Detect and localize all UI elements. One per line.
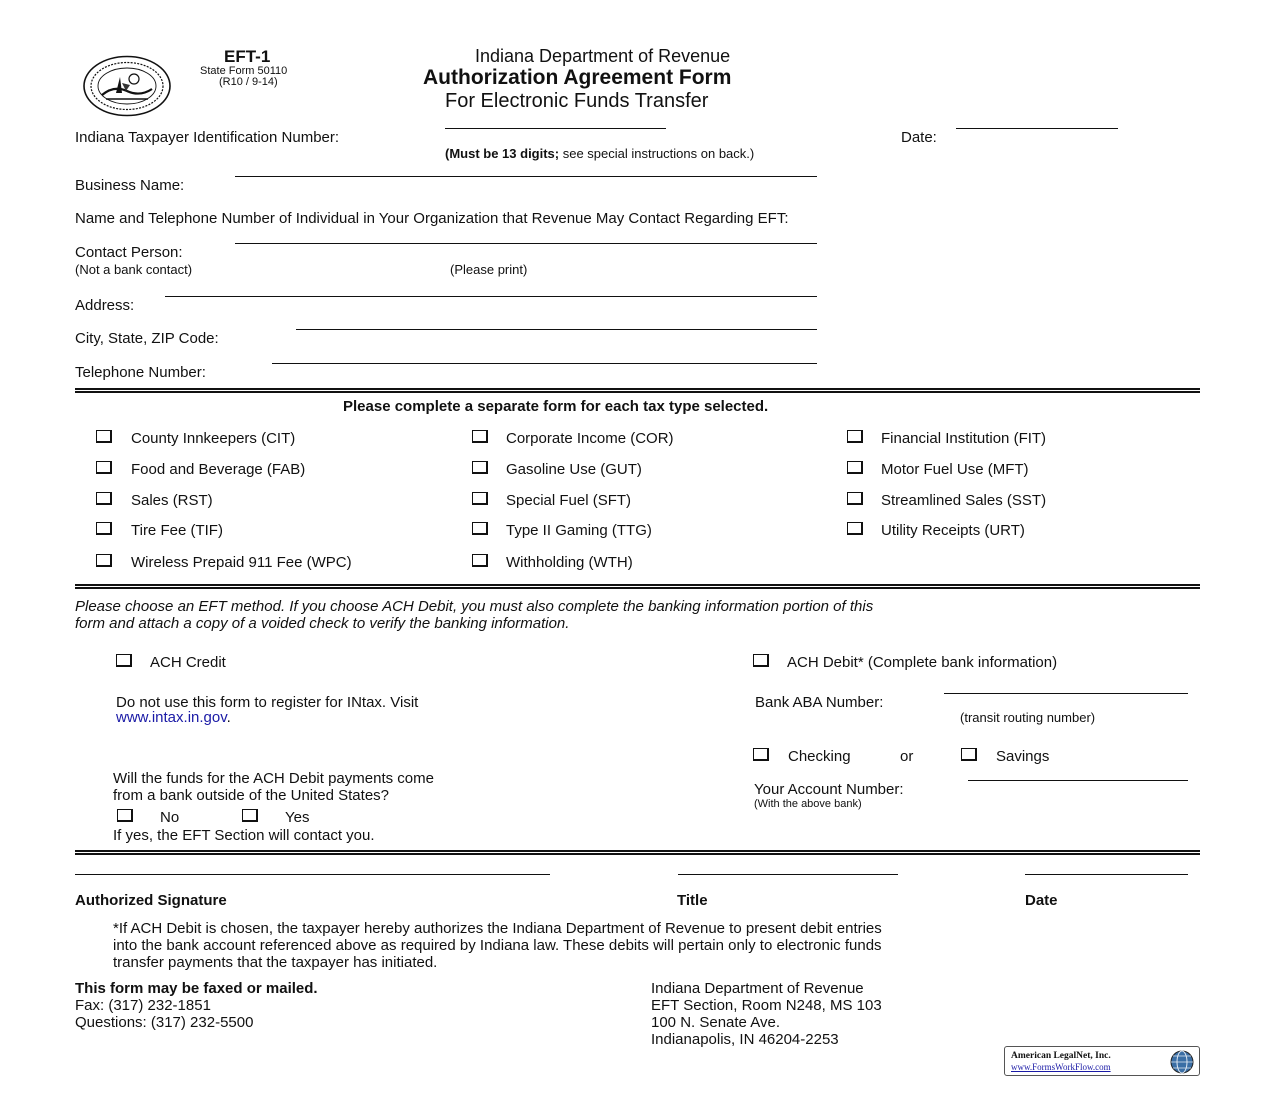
logo-company-name: American LegalNet, Inc. bbox=[1011, 1051, 1111, 1061]
foreign-bank-question: from a bank outside of the United States? bbox=[113, 787, 389, 804]
checkbox-food-and-beverage[interactable] bbox=[96, 461, 112, 474]
checkbox-utility-receipts[interactable] bbox=[847, 522, 863, 535]
fax-number: Fax: (317) 232-1851 bbox=[75, 997, 211, 1014]
title-label: Title bbox=[677, 892, 708, 909]
fax-or-mail-note: This form may be faxed or mailed. bbox=[75, 980, 318, 997]
date-label: Date: bbox=[901, 129, 937, 146]
no-label: No bbox=[160, 809, 180, 826]
checkbox-foreign-yes[interactable] bbox=[242, 809, 258, 822]
tax-type-label: Tire Fee (TIF) bbox=[131, 522, 223, 539]
or-label: or bbox=[900, 748, 914, 765]
checkbox-type-ii-gaming[interactable] bbox=[472, 522, 488, 535]
aba-number-label: Bank ABA Number: bbox=[755, 694, 884, 711]
checkbox-savings[interactable] bbox=[961, 748, 977, 761]
date-field[interactable] bbox=[956, 128, 1118, 129]
foreign-bank-followup: If yes, the EFT Section will contact you. bbox=[113, 827, 375, 844]
tax-type-label: County Innkeepers (CIT) bbox=[131, 430, 296, 447]
tax-type-label: Streamlined Sales (SST) bbox=[881, 492, 1047, 509]
checkbox-wireless-prepaid[interactable] bbox=[96, 554, 112, 567]
tax-type-instruction: Please complete a separate form for each tax type selected. bbox=[343, 398, 769, 415]
please-print-note: (Please print) bbox=[450, 262, 528, 277]
business-name-label: Business Name: bbox=[75, 177, 185, 194]
page-subtitle: For Electronic Funds Transfer bbox=[445, 90, 709, 112]
ach-debit-label: ACH Debit* (Complete bank information) bbox=[787, 654, 1058, 671]
tax-type-label: Corporate Income (COR) bbox=[506, 430, 674, 447]
yes-label: Yes bbox=[285, 809, 310, 826]
form-code: EFT-1 bbox=[224, 47, 271, 66]
tax-type-label: Special Fuel (SFT) bbox=[506, 492, 632, 509]
account-number-note: (With the above bank) bbox=[754, 798, 862, 810]
tax-type-label: Motor Fuel Use (MFT) bbox=[881, 461, 1029, 478]
globe-icon bbox=[1169, 1049, 1195, 1075]
intax-link[interactable]: www.intax.in.gov bbox=[116, 709, 227, 726]
mailing-address: EFT Section, Room N248, MS 103 bbox=[651, 997, 882, 1014]
checkbox-special-fuel[interactable] bbox=[472, 492, 488, 505]
tax-type-label: Wireless Prepaid 911 Fee (WPC) bbox=[131, 554, 352, 571]
address-label: Address: bbox=[75, 297, 135, 314]
page-title: Authorization Agreement Form bbox=[423, 66, 732, 89]
foreign-bank-question: Will the funds for the ACH Debit payments come bbox=[113, 770, 434, 787]
city-state-zip-field[interactable] bbox=[296, 329, 817, 330]
title-field[interactable] bbox=[678, 874, 898, 875]
checkbox-financial-institution[interactable] bbox=[847, 430, 863, 443]
section-divider bbox=[75, 388, 1200, 393]
business-name-field[interactable] bbox=[235, 176, 817, 177]
method-instruction: form and attach a copy of a voided check to verify the banking information. bbox=[75, 615, 570, 632]
checkbox-tire-fee[interactable] bbox=[96, 522, 112, 535]
account-number-label: Your Account Number: bbox=[754, 781, 904, 798]
american-legalnet-logo bbox=[1004, 1046, 1200, 1076]
method-instruction: Please choose an EFT method. If you choose ACH Debit, you must also complete the banking information portion of this bbox=[75, 598, 874, 615]
telephone-label: Telephone Number: bbox=[75, 364, 206, 381]
signature-date-label: Date bbox=[1025, 892, 1058, 909]
taxpayer-id-field[interactable] bbox=[445, 128, 666, 129]
questions-number: Questions: (317) 232-5500 bbox=[75, 1014, 254, 1031]
section-divider bbox=[75, 850, 1200, 855]
checkbox-county-innkeepers[interactable] bbox=[96, 430, 112, 443]
account-number-field[interactable] bbox=[968, 780, 1188, 781]
checkbox-checking[interactable] bbox=[753, 748, 769, 761]
mailing-address: 100 N. Senate Ave. bbox=[651, 1014, 780, 1031]
intax-note: www.intax.in.gov. bbox=[116, 709, 231, 726]
contact-person-note: (Not a bank contact) bbox=[75, 262, 193, 277]
tax-type-label: Utility Receipts (URT) bbox=[881, 522, 1025, 539]
checkbox-corporate-income[interactable] bbox=[472, 430, 488, 443]
section-divider bbox=[75, 584, 1200, 589]
logo-url-link[interactable]: www.FormsWorkFlow.com bbox=[1011, 1062, 1111, 1072]
state-form-number: State Form 50110 bbox=[200, 65, 288, 77]
taxpayer-id-label: Indiana Taxpayer Identification Number: bbox=[75, 129, 340, 146]
aba-number-note: (transit routing number) bbox=[960, 710, 1096, 725]
contact-heading: Name and Telephone Number of Individual in Your Organization that Revenue May Contact Regarding EFT: bbox=[75, 210, 789, 227]
ach-disclaimer: *If ACH Debit is chosen, the taxpayer hereby authorizes the Indiana Department of Revenue to present debit entries bbox=[113, 920, 882, 937]
aba-number-field[interactable] bbox=[944, 693, 1188, 694]
tax-type-label: Gasoline Use (GUT) bbox=[506, 461, 642, 478]
checkbox-gasoline-use[interactable] bbox=[472, 461, 488, 474]
form-revision: (R10 / 9-14) bbox=[219, 76, 278, 88]
agency-name: Indiana Department of Revenue bbox=[475, 46, 731, 66]
savings-label: Savings bbox=[996, 748, 1050, 765]
mailing-address: Indiana Department of Revenue bbox=[651, 980, 864, 997]
tax-type-label: Food and Beverage (FAB) bbox=[131, 461, 306, 478]
checkbox-sales[interactable] bbox=[96, 492, 112, 505]
checkbox-ach-credit[interactable] bbox=[116, 654, 132, 667]
tax-type-label: Financial Institution (FIT) bbox=[881, 430, 1047, 447]
taxpayer-id-note: (Must be 13 digits; see special instructions on back.) bbox=[445, 146, 755, 161]
ach-disclaimer: transfer payments that the taxpayer has initiated. bbox=[113, 954, 438, 971]
contact-person-field[interactable] bbox=[235, 243, 817, 244]
signature-date-field[interactable] bbox=[1025, 874, 1188, 875]
tax-type-label: Type II Gaming (TTG) bbox=[506, 522, 652, 539]
intax-note: Do not use this form to register for INtax. Visit bbox=[116, 694, 419, 711]
telephone-field[interactable] bbox=[272, 363, 817, 364]
mailing-address: Indianapolis, IN 46204-2253 bbox=[651, 1031, 839, 1048]
contact-person-label: Contact Person: bbox=[75, 244, 183, 261]
city-state-zip-label: City, State, ZIP Code: bbox=[75, 330, 219, 347]
state-seal-logo bbox=[82, 55, 172, 117]
tax-type-label: Withholding (WTH) bbox=[506, 554, 633, 571]
signature-field[interactable] bbox=[75, 874, 550, 875]
ach-disclaimer: into the bank account referenced above as required by Indiana law. These debits will pertain only to electronic funds bbox=[113, 937, 882, 954]
checkbox-streamlined-sales[interactable] bbox=[847, 492, 863, 505]
address-field[interactable] bbox=[165, 296, 817, 297]
checkbox-motor-fuel-use[interactable] bbox=[847, 461, 863, 474]
tax-type-label: Sales (RST) bbox=[131, 492, 213, 509]
checkbox-withholding[interactable] bbox=[472, 554, 488, 567]
checkbox-ach-debit[interactable] bbox=[753, 654, 769, 667]
authorized-signature-label: Authorized Signature bbox=[75, 892, 227, 909]
ach-credit-label: ACH Credit bbox=[150, 654, 226, 671]
checkbox-foreign-no[interactable] bbox=[117, 809, 133, 822]
checking-label: Checking bbox=[788, 748, 851, 765]
